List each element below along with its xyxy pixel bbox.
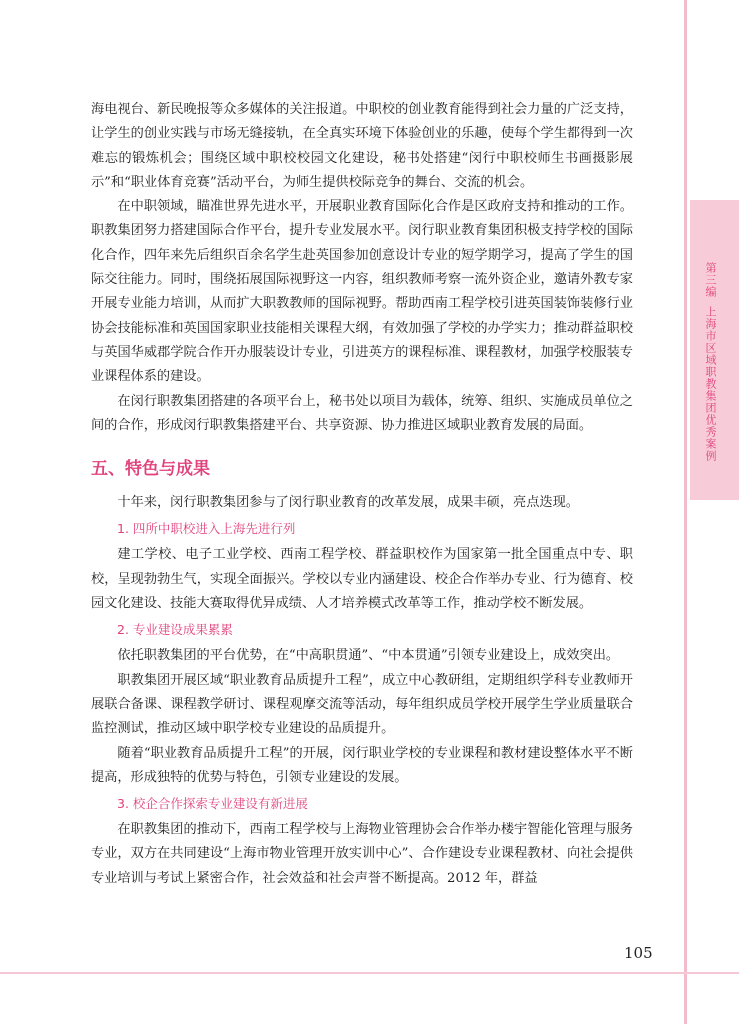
side-tab-rule	[684, 0, 687, 1024]
subsection-heading: 2. 专业建设成果累累	[117, 622, 233, 638]
body-paragraph: 建工学校、电子工业学校、西南工程学校、群益职校作为国家第一批全国重点中专、职校，呈现勃勃生气，实现全面振兴。学校以专业内涵建设、校企合作举办专业、行为德育、校园文化建设、技能大赛取得优异成绩、人才培养模式改革等工作，推动学校不断发展。	[91, 547, 633, 612]
footer-rule	[0, 972, 739, 974]
side-tab-background	[684, 0, 739, 1024]
body-paragraph: 依托职教集团的平台优势，在“中高职贯通”、“中本贯通”引领专业建设上，成效突出。	[117, 648, 620, 664]
page-body	[91, 98, 633, 891]
body-paragraph: 随着“职业教育品质提升工程”的开展，闵行职业学校的专业课程和教材建设整体水平不断提高，形成独特的优势与特色，引领专业建设的发展。	[91, 745, 633, 785]
subsection-heading: 1. 四所中职校进入上海先进行列	[117, 521, 296, 537]
body-paragraph: 在中职领域，瞄准世界先进水平，开展职业教育国际化合作是区政府支持和推动的工作。职教集团努力搭建国际合作平台，提升专业发展水平。闵行职业教育集团积极支持学校的国际化合作，四年来先后组织百余名学生赴英国参加创意设计专业的短学期学习，提高了学生的国际交往能力。同时，围绕拓展国际视野这一内容，组织教师考察一流外资企业，邀请外教专家开展专业能力培训，从而扩大职教教师的国际视野。帮助西南工程学校引进英国装饰装修行业协会技能标准和英国国家职业技能相关课程大纲，有效加强了学校的办学实力；推动群益职校与英国华威郡学院合作开办服装设计专业，引进英方的课程标准、课程教材，加强学校服装专业课程体系的建设。	[91, 199, 633, 385]
side-tab-part: 第三编	[704, 262, 717, 298]
page-number: 105	[624, 944, 653, 962]
body-paragraph: 在职教集团的推动下，西南工程学校与上海物业管理协会合作举办楼宇智能化管理与服务专业，双方在共同建设“上海市物业管理开放实训中心”、合作建设专业课程教材、向社会提供专业培训与考试上紧密合作，社会效益和社会声誉不断提高。2012 年，群益	[91, 822, 633, 886]
body-paragraph: 海电视台、新民晚报等众多媒体的关注报道。中职校的创业教育能得到社会力量的广泛支持，让学生的创业实践与市场无缝接轨，在全真实环境下体验创业的乐趣，使每个学生都得到一次难忘的锻炼机会；围绕区域中职校校园文化建设，秘书处搭建“闵行中职校师生书画摄影展示”和“职业体育竞赛”活动平台，为师生提供校际竞争的舞台、交流的机会。	[91, 102, 633, 190]
side-tab-title: 上海市区域职教集团优秀案例	[704, 306, 717, 462]
section-heading: 五、特色与成果	[91, 459, 210, 480]
body-paragraph: 在闵行职教集团搭建的各项平台上，秘书处以项目为载体，统筹、组织、实施成员单位之间的合作，形成闵行职教集搭建平台、共享资源、协力推进区域职业教育发展的局面。	[91, 393, 633, 433]
subsection-heading: 3. 校企合作探索专业建设有新进展	[117, 796, 308, 812]
body-paragraph: 职教集团开展区域“职业教育品质提升工程”，成立中心教研组，定期组织学科专业教师开展联合备课、课程教学研讨、课程观摩交流等活动，每年组织成员学校开展学生学业质量联合监控测试，推动区域中职学校专业建设的品质提升。	[91, 672, 633, 737]
side-tab-label	[701, 262, 719, 462]
section-intro: 十年来，闵行职教集团参与了闵行职业教育的改革发展，成果丰硕，亮点迭现。	[117, 495, 579, 511]
